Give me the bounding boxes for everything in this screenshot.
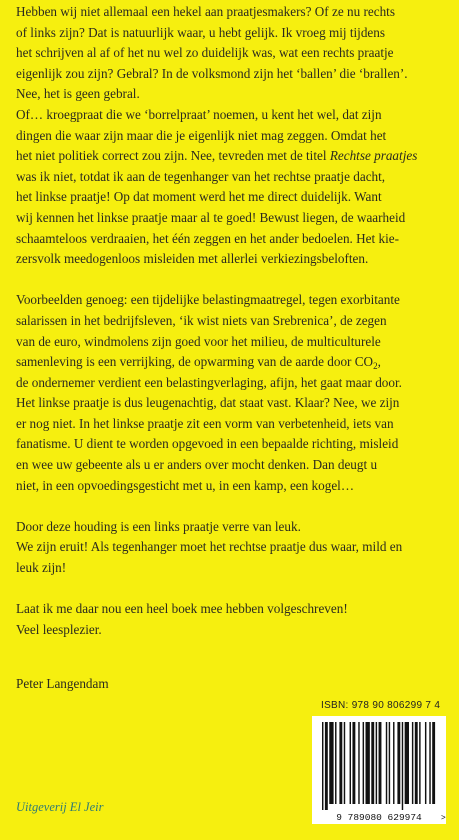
text-line: van de euro, windmolens zijn goed voor het milieu, de multiculturele [16,333,381,349]
text-line: het linkse praatje! Op dat moment werd het me direct duidelijk. Want [16,189,382,205]
text-line: Nee, het is geen gebral. [16,86,140,102]
barcode-bar [393,722,394,804]
text-line: en wee uw gebeente als u er anders over mocht denken. Dan deugt u [16,457,378,473]
barcode-bar [402,722,403,810]
barcode-bar [329,722,333,804]
book-title-italic: Rechtse praatjes [329,148,418,164]
text-line: was ik niet, totdat ik aan de tegenhanger van het rechtse praatje dacht, [16,168,386,184]
barcode-bar [412,722,413,804]
barcode-bar [429,722,430,804]
barcode-bar [322,722,323,810]
text-line: schaamteloos verdraaien, het één zeggen en het ander bedoelen. Het kie- [16,230,399,246]
barcode-bar [352,722,355,804]
text-line-part: het niet politiek correct zou zijn. Nee, tevreden met de titel [16,148,330,164]
text-line: de ondernemer verdient een belastingverlaging, afijn, het gaat maar door. [16,374,402,390]
text-line: Of… kroegpraat die we ‘borrelpraat’ noemen, u kent het wel, dat zijn [16,106,382,122]
barcode-bar [419,722,420,804]
barcode-bar [366,722,370,804]
text-line: niet, in een opvoedingsgesticht met u, in een kamp, een kogel… [16,477,355,493]
barcode-bar [405,722,409,804]
barcode-bar [344,722,345,804]
paragraph-1 [16,2,444,105]
author-signature: Peter Langendam [16,676,109,691]
paragraph-4 [16,517,444,579]
text-line: We zijn eruit! Als tegenhanger moet het rechtse praatje dus waar, mild en [16,539,403,555]
text-line-part: , [377,354,381,370]
text-line: wij kennen het linkse praatje maar al te goed! Bewust liegen, de waarheid [16,209,406,225]
text-line: dingen die waar zijn maar die je eigenlijk niet mag zeggen. Omdat het [16,127,387,143]
barcode [312,716,446,824]
barcode-bar [415,722,418,804]
text-line: leuk zijn! [16,560,67,576]
barcode-bar [325,722,328,810]
barcode-digits: 9 789080 629974 [336,812,422,823]
barcode-bar [350,722,351,804]
paragraph-2 [16,105,444,270]
barcode-bar [363,722,364,804]
paragraph-5 [16,599,444,640]
barcode-bar [358,722,359,804]
text-line [16,146,444,167]
text-line-part: samenleving is een verrijking, de opwarming van de aarde door CO [16,354,374,370]
text-line: er nog niet. In het linkse praatje zit een vorm van verbetenheid, iets van [16,415,394,431]
subscript-two: 2 [373,361,378,372]
text-line: Hebben wij niet allemaal een hekel aan praatjesmakers? Of ze nu rechts [16,4,395,19]
barcode-bar [386,722,387,804]
barcode-bar [379,722,382,804]
text-line: of links zijn? Dat is natuurlijk waar, u hebt gelijk. Ik vroeg mij tijdens [16,24,386,40]
barcode-quiet-zone-mark: > [441,813,446,822]
barcode-bar [425,722,426,804]
barcode-bar [432,722,435,804]
isbn-label: ISBN: 978 90 806299 7 4 [321,700,441,711]
text-line: eigenlijk zou zijn? Gebral? In de volksmond zijn het ‘ballen’ die ‘brallen’. [16,65,408,81]
text-line: Veel leesplezier. [16,621,102,637]
barcode-bar [371,722,374,804]
blurb-text [16,2,444,661]
text-line: salarissen in het bedrijfsleven, ‘ik wist niets van Srebrenica’, de zegen [16,312,387,328]
barcode-bar [335,722,336,804]
text-line: Het linkse praatje is dus leugenachtig, dat staat vast. Klaar? Nee, we zijn [16,395,400,411]
publisher-name: Uitgeverij El Jeir [16,800,104,814]
text-line: het schrijven al af of het nu wel zo duidelijk was, wat een rechts praatje [16,45,394,61]
barcode-bar [397,722,400,804]
barcode-bar [339,722,342,804]
barcode-bar [389,722,390,804]
text-line [16,352,444,373]
text-line: Door deze houding is een links praatje verre van leuk. [16,518,301,534]
paragraph-3 [16,290,444,496]
text-line: fanatisme. U dient te worden opgevoed in een bepaalde richting, misleid [16,436,399,452]
barcode-bar [376,722,377,804]
text-line: Laat ik me daar nou een heel boek mee hebben volgeschreven! [16,601,348,617]
barcode-bars [312,716,446,824]
text-line: zersvolk meedogenloos misleiden met allerlei verkiezingsbeloften. [16,251,369,267]
text-line: Voorbeelden genoeg: een tijdelijke belastingmaatregel, tegen exorbitante [16,292,400,308]
